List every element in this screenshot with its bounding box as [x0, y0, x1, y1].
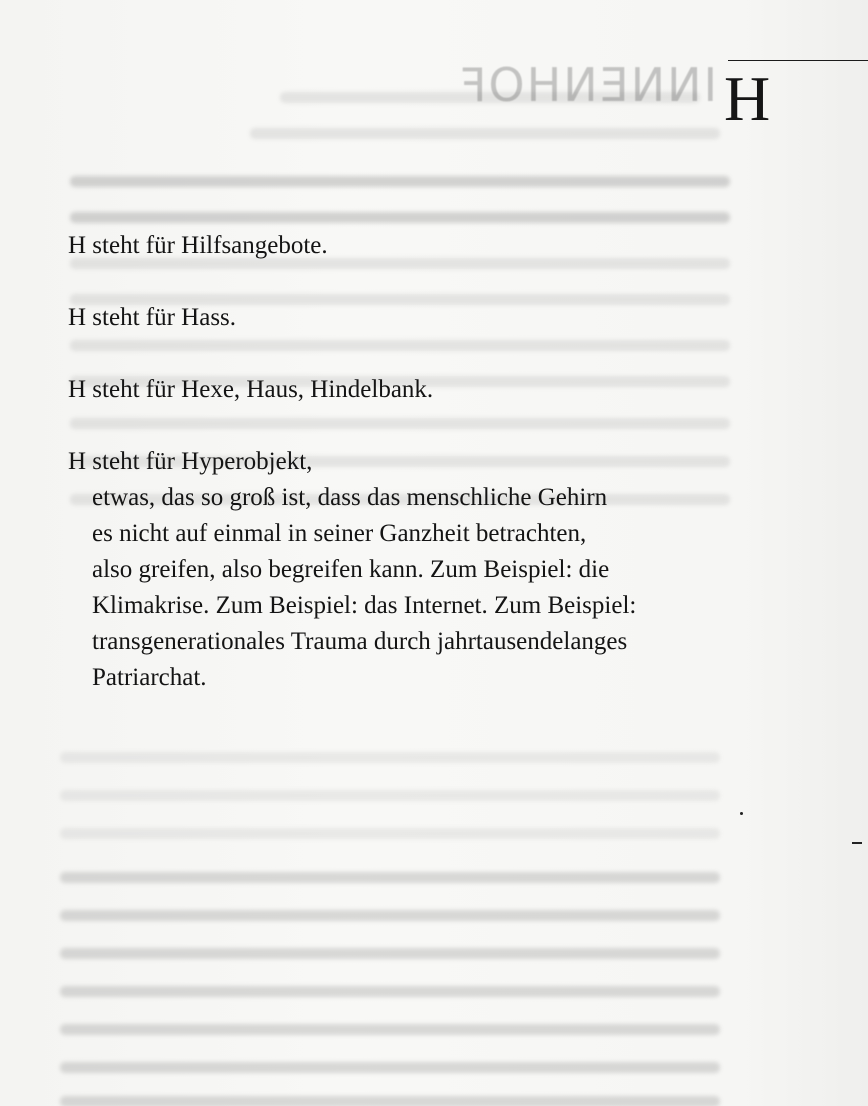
header-rule	[728, 60, 868, 61]
bleed-line	[60, 790, 720, 801]
bleed-line	[60, 872, 720, 883]
bleed-line	[70, 176, 730, 187]
bleed-line	[60, 752, 720, 763]
margin-mark	[852, 842, 862, 844]
definition-line: es nicht auf einmal in seiner Ganzheit betrachten,	[92, 520, 587, 547]
definition-line: etwas, das so groß ist, dass das menschliche Gehirn	[92, 484, 608, 511]
hyperobjekt-definition	[68, 480, 724, 696]
speck-mark	[740, 812, 743, 815]
chapter-letter: H	[724, 63, 771, 134]
bleed-line	[60, 910, 720, 921]
bleed-line	[60, 1062, 720, 1073]
definition-line: Patriarchat.	[92, 664, 207, 691]
definition-line: transgenerationales Trauma durch jahrtausendelanges	[92, 628, 628, 655]
bleed-heading: INNENHOF	[458, 58, 718, 112]
bleed-line	[70, 212, 730, 223]
entry-hilfsangebote: H steht für Hilfsangebote.	[68, 232, 328, 259]
entry-hass: H steht für Hass.	[68, 304, 237, 331]
entry-hexe-haus-hindelbank: H steht für Hexe, Haus, Hindelbank.	[68, 376, 434, 403]
entry-hyperobjekt: H steht für Hyperobjekt,	[68, 448, 313, 475]
bleed-line	[60, 948, 720, 959]
entry-list	[68, 228, 728, 696]
definition-line: also greifen, also begreifen kann. Zum Beispiel: die	[92, 556, 610, 583]
bleed-line	[60, 986, 720, 997]
bleed-line	[60, 828, 720, 839]
bleed-line	[280, 92, 700, 103]
bleed-line	[250, 128, 720, 139]
bleed-line	[60, 1024, 720, 1035]
definition-line: Klimakrise. Zum Beispiel: das Internet. Zum Beispiel:	[92, 592, 637, 619]
bleed-line	[60, 1096, 720, 1106]
